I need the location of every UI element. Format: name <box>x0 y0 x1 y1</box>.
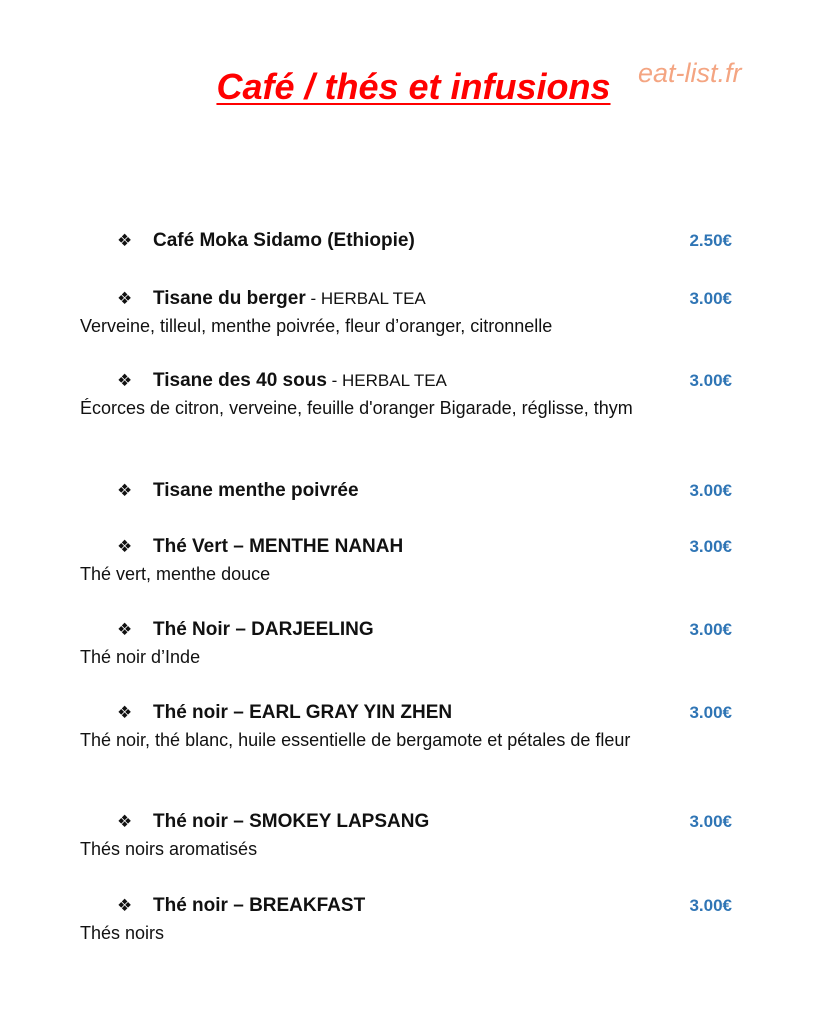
menu-item-head <box>80 226 740 256</box>
item-price: 3.00€ <box>689 481 732 500</box>
item-name: Café Moka Sidamo (Ethiopie) <box>153 230 415 251</box>
item-price: 3.00€ <box>689 537 732 556</box>
diamond-bullet-icon: ❖ <box>117 371 133 390</box>
item-name: Tisane menthe poivrée <box>153 480 359 501</box>
item-name: Thé Noir – DARJEELING <box>153 619 374 640</box>
item-price: 2.50€ <box>689 231 732 250</box>
item-price: 3.00€ <box>689 289 732 308</box>
menu-item-head <box>80 615 740 645</box>
menu-item-head <box>80 807 740 837</box>
diamond-bullet-icon: ❖ <box>117 620 133 639</box>
diamond-bullet-icon: ❖ <box>117 231 133 250</box>
menu-item <box>80 891 740 951</box>
item-price: 3.00€ <box>689 703 732 722</box>
item-description: Thés noirs aromatisés <box>80 839 258 859</box>
diamond-bullet-icon: ❖ <box>117 812 133 831</box>
item-name: Thé Vert – MENTHE NANAH <box>153 536 404 557</box>
diamond-bullet-icon: ❖ <box>117 289 133 308</box>
menu-title: Café / thés et infusions <box>216 66 611 107</box>
item-description: Thés noirs <box>80 923 165 943</box>
item-price: 3.00€ <box>689 896 732 915</box>
diamond-bullet-icon: ❖ <box>117 537 133 556</box>
menu-item <box>80 807 740 891</box>
menu-item <box>80 284 740 366</box>
item-description: Thé noir d’Inde <box>80 647 201 667</box>
watermark: eat-list.fr <box>638 58 742 88</box>
item-name: Thé noir – EARL GRAY YIN ZHEN <box>153 702 453 723</box>
menu-item-head <box>80 284 740 314</box>
item-name: Thé noir – BREAKFAST <box>153 895 366 916</box>
menu-item <box>80 698 740 807</box>
menu-item <box>80 476 740 532</box>
item-description: Thé vert, menthe douce <box>80 564 271 584</box>
diamond-bullet-icon: ❖ <box>117 703 133 722</box>
menu-item <box>80 615 740 698</box>
diamond-bullet-icon: ❖ <box>117 481 133 500</box>
item-description: Écorces de citron, verveine, feuille d'oranger Bigarade, réglisse, thym <box>80 398 633 418</box>
item-subtitle: - HERBAL TEA <box>305 289 426 308</box>
item-price: 3.00€ <box>689 371 732 390</box>
menu-item-head <box>80 532 740 562</box>
menu-item-head <box>80 366 740 396</box>
menu-item-head <box>80 476 740 506</box>
menu-item <box>80 532 740 615</box>
menu-list <box>80 226 740 951</box>
item-price: 3.00€ <box>689 620 732 639</box>
menu-item-head <box>80 891 740 921</box>
item-price: 3.00€ <box>689 812 732 831</box>
item-description: Verveine, tilleul, menthe poivrée, fleur d’oranger, citronnelle <box>80 316 553 336</box>
item-name: Tisane du berger <box>153 288 306 309</box>
item-description: Thé noir, thé blanc, huile essentielle de bergamote et pétales de fleur <box>80 730 631 750</box>
menu-item <box>80 366 740 476</box>
item-name: Tisane des 40 sous <box>153 370 327 391</box>
item-subtitle: - HERBAL TEA <box>326 371 447 390</box>
item-name: Thé noir – SMOKEY LAPSANG <box>153 811 430 832</box>
diamond-bullet-icon: ❖ <box>117 896 133 915</box>
menu-item-head <box>80 698 740 728</box>
menu-item <box>80 226 740 284</box>
